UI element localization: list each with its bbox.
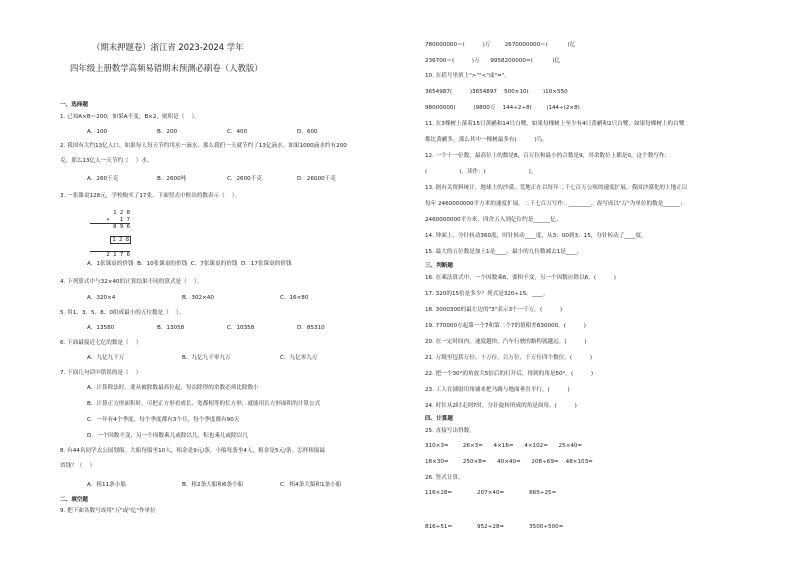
mult-row: × 1 7 — [90, 217, 130, 225]
section-choice: 一、选择题 — [60, 102, 88, 108]
question-23: 23. 工人在铺射用角铺来把马路与地面垂直平行。( ) — [425, 387, 570, 393]
q6-option-a: A．九亿九千万 — [87, 355, 125, 361]
section-judge: 三、判断题 — [425, 263, 453, 269]
framed-digits: 1 2 8 — [112, 237, 130, 244]
vertical-calc-row2: 816÷51= 952÷28= 3500÷500= — [425, 524, 564, 530]
question-20: 20. 在一定时间内，速度越快，汽车行驶的路程就越远。( ) — [425, 339, 587, 345]
exam-title-line1: （期末押题卷）浙江省 2023-2024 学年 — [92, 42, 244, 52]
question-8-line1: 8. 有44名同学去公园划船。大船每船坐10人，租金是9元/条，小船每条坐4人，租金是5元/条。怎样租船最 — [60, 448, 326, 454]
question-11-line2: 都比黄鹂多，那么其中一棵树最多有( )鸟。 — [425, 137, 548, 143]
mult-row: 2 1 7 6 — [90, 251, 130, 259]
mult-boxed-row — [90, 231, 130, 251]
q3-options: A．1张课桌的价钱 B．10张课桌的价钱 C．7张课桌的价钱 D．17张课桌的价钱 — [87, 261, 292, 267]
q1-option-a: A．100 — [87, 129, 108, 135]
q5-option-b: B．13058 — [157, 325, 185, 331]
question-4: 4. 下列算式中与32×40的计算结果不同的算式是（ ）。 — [60, 279, 203, 285]
q8-option-b: B．租2条大船和6条小船 — [182, 482, 244, 488]
q1-option-d: D．600 — [297, 129, 318, 135]
q6-option-b: B．九亿九千零九万 — [182, 355, 231, 361]
question-2-line2: 克，那么13亿人一天节约（ ）水。 — [60, 158, 153, 164]
mult-row: 8 9 6 — [113, 224, 130, 231]
question-24: 24. 时针从2时走到7时，分针旋转所成的角是周角。( ) — [425, 403, 577, 409]
question-21: 21. 万级里包括万位、十万位、百万位、千万位四个数位。( ) — [425, 355, 593, 361]
q7-option-b: B．计算正方形面积时，可把正方形看成长、宽都相等的长方形，就能用长方形面积的计算公式 — [87, 401, 321, 407]
calc-row1: 310×3= 26×3= 4×16= 4×102= 25×40= — [425, 443, 583, 449]
q7-option-c: C．一年有4个季度，每个季度都有3个月，每个季度都有90天 — [87, 417, 240, 423]
q1-option-b: B．200 — [157, 129, 178, 135]
question-3: 3. 一张课桌128元，学校购买了17张。下面竖式中框出的数表示（ ）。 — [60, 193, 241, 199]
question-26: 26. 竖式计算。 — [425, 475, 464, 481]
right-column — [397, 0, 794, 562]
q10-row2: 98000000( )9800万 144÷2÷8( )144÷(2×8) — [425, 105, 580, 111]
question-1: 1. 已知A×B＝200，如果A不变，B×2，则积是（ ）。 — [60, 114, 200, 120]
q5-option-d: D．85310 — [297, 325, 325, 331]
q8-option-a: A．租11条小船 — [87, 482, 126, 488]
q2-option-c: C．2600千克 — [227, 176, 262, 182]
q7-option-a: A．计算除法时，要从被除数最高位起，每次除得的余数必须比除数小 — [87, 385, 259, 391]
question-17: 17. 320的15倍是多少？列式是320÷15。____。 — [425, 291, 549, 297]
exam-title-line2: 四年级上册数学高频易错期末预测必刷卷（人教版） — [70, 63, 263, 73]
question-12-line2: ( )，读作：( )。 — [425, 169, 537, 175]
question-14: 14. 钟面上，分针转动360度，时针转动____度，从3：00到3：15，分针转动了____度。 — [425, 233, 647, 239]
question-13-line2: 每年 2460000000平方米的速度扩展。二千七百万写作：________，改写成以"万"为单位的数是______； — [425, 201, 686, 207]
question-8-line2: 省钱？（ ） — [60, 463, 96, 469]
section-fill: 二、填空题 — [60, 497, 88, 503]
question-25: 25. 直接写出得数。 — [425, 428, 475, 434]
q5-option-a: A．13580 — [87, 325, 115, 331]
q4-option-a: A．320×4 — [87, 295, 116, 301]
q1-option-c: C．400 — [227, 129, 248, 135]
q4-option-b: B．302×40 — [182, 295, 214, 301]
question-6: 6. 下面最接近七亿的数是（ ） — [60, 340, 142, 346]
q6-option-c: C．九亿零九万 — [280, 355, 318, 361]
q7-option-d: D．一个因数不变，另一个因数乘几或除以几，积也乘几或除以几 — [87, 433, 248, 439]
question-15: 15. 最大的五位数是加上1是____，最小的九位数减去1是____。 — [425, 249, 583, 255]
question-5: 5. 用1、3、5、8、0组成最小的五位数是（ ）。 — [60, 310, 185, 316]
question-13-line3: 2460000000平方米，四舍五入到亿位约是______亿。 — [425, 217, 562, 223]
q8-option-c: C．租4条大船和1条小船 — [280, 482, 342, 488]
calc-row2: 18×30= 250×8= 40×40= 208÷69= 48×103= — [425, 459, 593, 465]
q2-option-b: B．2600吨 — [157, 176, 187, 182]
q2-option-a: A．260千克 — [87, 176, 119, 182]
vertical-calc-row1: 116×28= 207×40= 665÷25= — [425, 490, 557, 496]
q10-row1: 3654987( )3654897 500×10( )10×550 — [425, 89, 568, 95]
question-7: 7. 下面几句话中错误的是（ ） — [60, 370, 142, 376]
question-13-line1: 13. 据有关资料统计，地球上的沙漠、荒地正在以每年二千七百万公顷的速度扩展，我国沙漠化的土地正以 — [425, 185, 688, 191]
q4-option-c: C．16×80 — [280, 295, 309, 301]
q2-option-d: D．26000千克 — [297, 176, 336, 182]
question-22: 22. 把一个30°的角放大5倍后的打开后，得到的角是50°。( ) — [425, 371, 594, 377]
section-calc: 四、计算题 — [425, 416, 453, 422]
question-9: 9. 把下面各数写成用"万"或"亿"作单位 — [60, 508, 156, 514]
question-2-line1: 2. 我国有大约13亿人口，如果每人每天节约用水一滴水，那么我们一天就节约了13亿滴水。如果1000滴水约有200 — [60, 143, 347, 149]
multiplication-vertical — [90, 210, 130, 258]
question-12-line1: 12. 一个十一位数，最高位上的数是8，百万位和最小的合数是9，其余数位上都是0，这个数写作： — [425, 153, 671, 159]
q9-row2: 236700＝( )万 9958200000≈( )亿 — [425, 58, 561, 64]
question-18: 18. 3000300的最左边的"3"表示3个一千万。( ) — [425, 307, 563, 313]
q9-row1: 780000000＝( )万 2670000000＝( )亿 — [425, 42, 576, 48]
q5-option-c: C．10358 — [227, 325, 255, 331]
question-10: 10. 在括号里填上">""<"或"="。 — [425, 73, 510, 79]
question-19: 19. 770000左起第一个7和第二个7的值相差630000。( ) — [425, 323, 586, 329]
question-11-line1: 11. 在3棵树上落着15只黄鹂和14只白鹭，如果每棵树上至少有4只黄鹂和2只白鹭，如果每棵树上的白鹭 — [425, 121, 685, 127]
question-16: 16. 在乘法算式中，一个因数乘6，要积不变，另一个因数应除以6。( ) — [425, 275, 616, 281]
mult-row: 1 2 8 — [113, 210, 130, 216]
